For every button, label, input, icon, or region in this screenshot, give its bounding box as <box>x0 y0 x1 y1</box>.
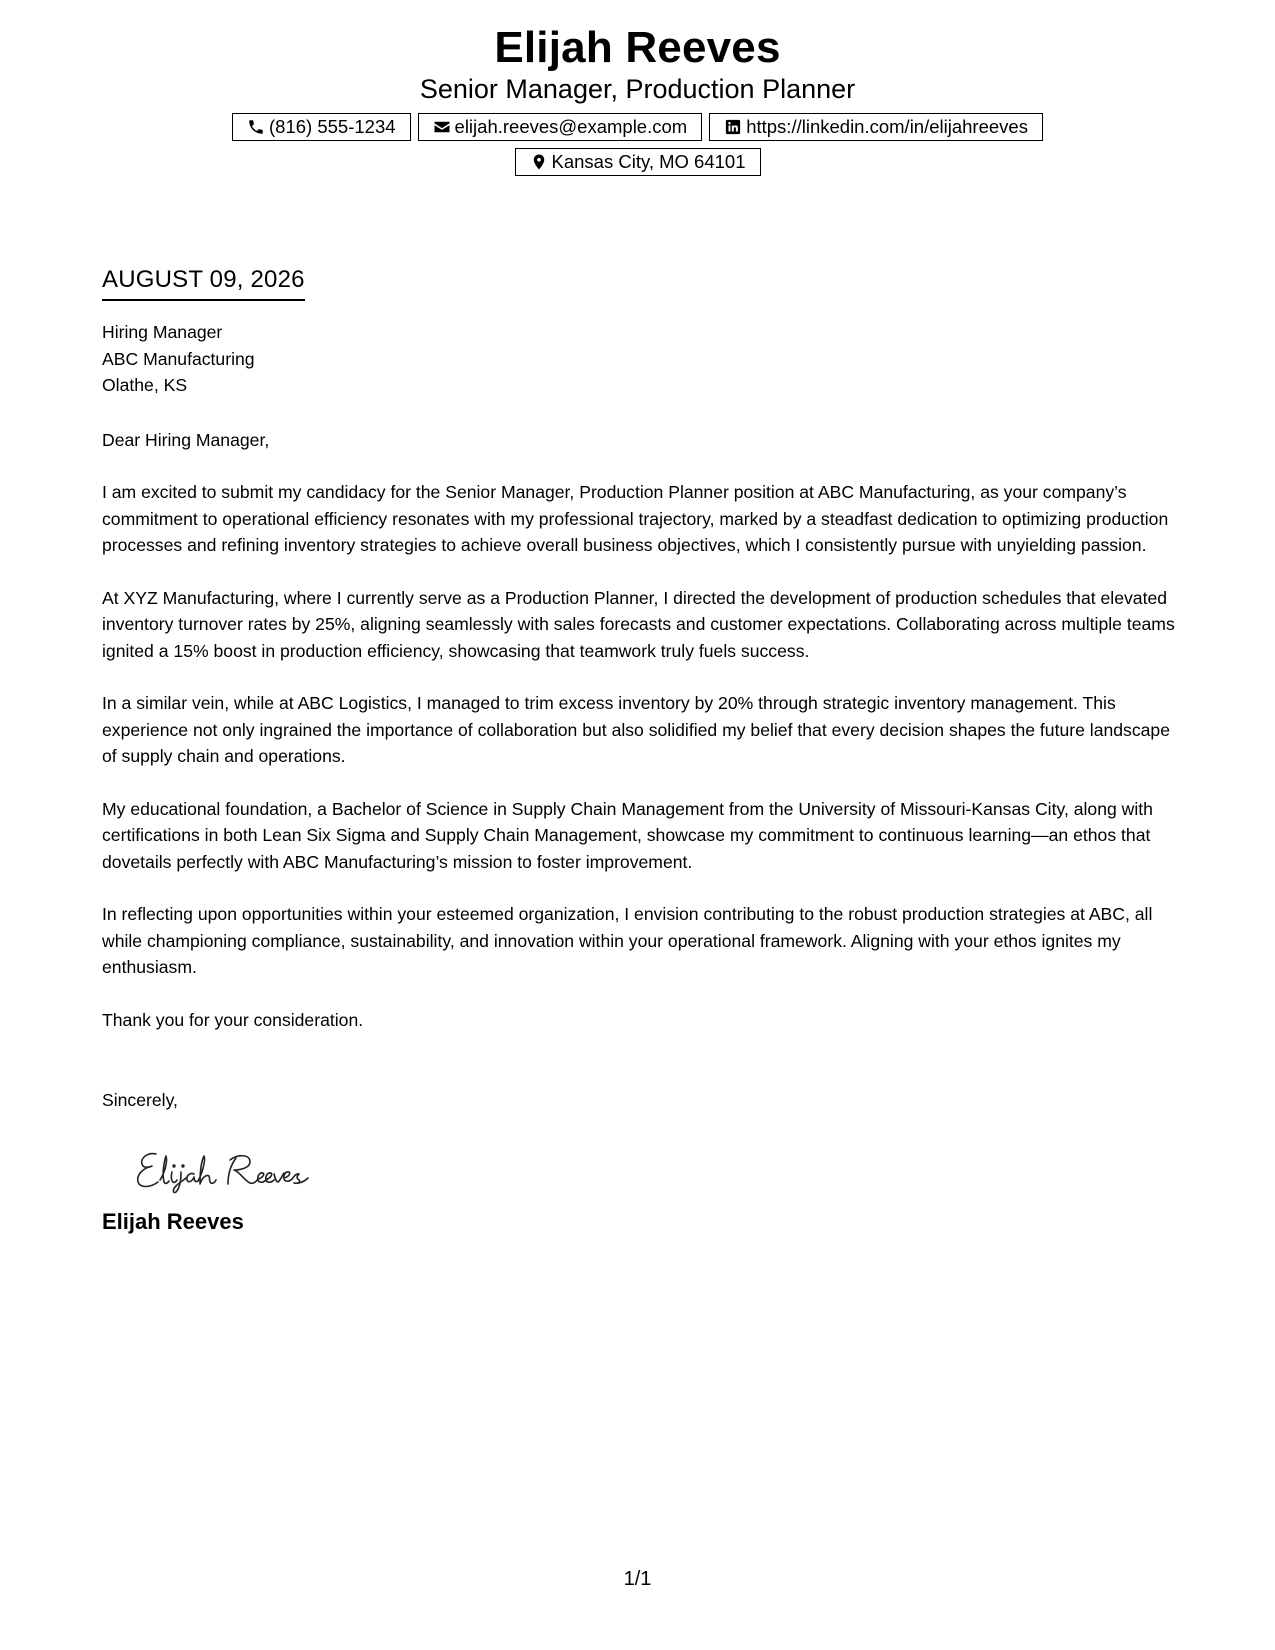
linkedin-icon <box>724 118 742 136</box>
recipient-line: Olathe, KS <box>102 375 188 395</box>
contact-row-location <box>0 148 1275 176</box>
phone-contact <box>232 113 411 141</box>
email-text: elijah.reeves@example.com <box>454 116 688 137</box>
signoff: Sincerely, <box>102 1090 178 1110</box>
location-text: Kansas City, MO 64101 <box>551 151 746 172</box>
contact-row <box>0 113 1275 141</box>
body-paragraph: In reflecting upon opportunities within your esteemed organization, I envision contributing to the robust production strategies at ABC, all while championing compliance, sustainability, and innovation within your operational framework. Aligning with your ethos ignites my enthusiasm. <box>102 904 1153 977</box>
letter-header <box>0 22 1275 176</box>
map-pin-icon <box>530 153 548 171</box>
body-paragraph: My educational foundation, a Bachelor of Science in Supply Chain Management from the University of Missouri-Kansas City, along with certifications in both Lean Six Sigma and Supply Chain Management, showcase my commitment to continuous learning—an ethos that dovetails perfectly with ABC Manufacturing’s mission to foster improvement. <box>102 798 1153 872</box>
recipient-block <box>102 319 1177 399</box>
recipient-line: Hiring Manager <box>102 322 223 342</box>
linkedin-text: https://linkedin.com/in/elijahreeves <box>746 116 1028 137</box>
salutation: Dear Hiring Manager, <box>102 429 270 450</box>
closing-line: Thank you for your consideration. <box>102 1009 364 1030</box>
handwritten-signature <box>134 1144 334 1194</box>
letter-body <box>102 264 1177 1236</box>
page-number: 1/1 <box>623 1568 652 1590</box>
letter-date: AUGUST 09, 2026 <box>102 264 305 301</box>
applicant-title: Senior Manager, Production Planner <box>419 74 856 104</box>
body-paragraph: At XYZ Manufacturing, where I currently serve as a Production Planner, I directed the development of production schedules that elevated inventory turnover rates by 25%, aligning seamlessly with sales forecasts and customer expectations. Collaborating across multiple teams ignited a 15% boost in production efficiency, showcasing that teamwork truly fuels success. <box>102 587 1175 661</box>
envelope-icon <box>433 118 451 136</box>
signed-name: Elijah Reeves <box>102 1208 244 1234</box>
phone-text: (816) 555-1234 <box>269 116 396 137</box>
location-contact <box>515 148 761 176</box>
linkedin-contact[interactable] <box>709 113 1043 141</box>
phone-icon <box>247 118 265 136</box>
body-paragraph: In a similar vein, while at ABC Logistics, I managed to trim excess inventory by 20% through strategic inventory management. This experience not only ingrained the importance of collaboration but also solidified my belief that every decision shapes the future landscape of supply chain and operations. <box>102 693 1171 766</box>
applicant-name: Elijah Reeves <box>494 23 781 72</box>
body-paragraph: I am excited to submit my candidacy for the Senior Manager, Production Planner position at ABC Manufacturing, as your company’s commitment to operational efficiency resonates with my professional trajectory, marked by a steadfast dedication to optimizing production processes and refining inventory strategies to achieve overall business objectives, which I consistently pursue with unyielding passion. <box>102 482 1169 555</box>
email-contact[interactable] <box>418 113 703 141</box>
recipient-line: ABC Manufacturing <box>102 348 255 369</box>
